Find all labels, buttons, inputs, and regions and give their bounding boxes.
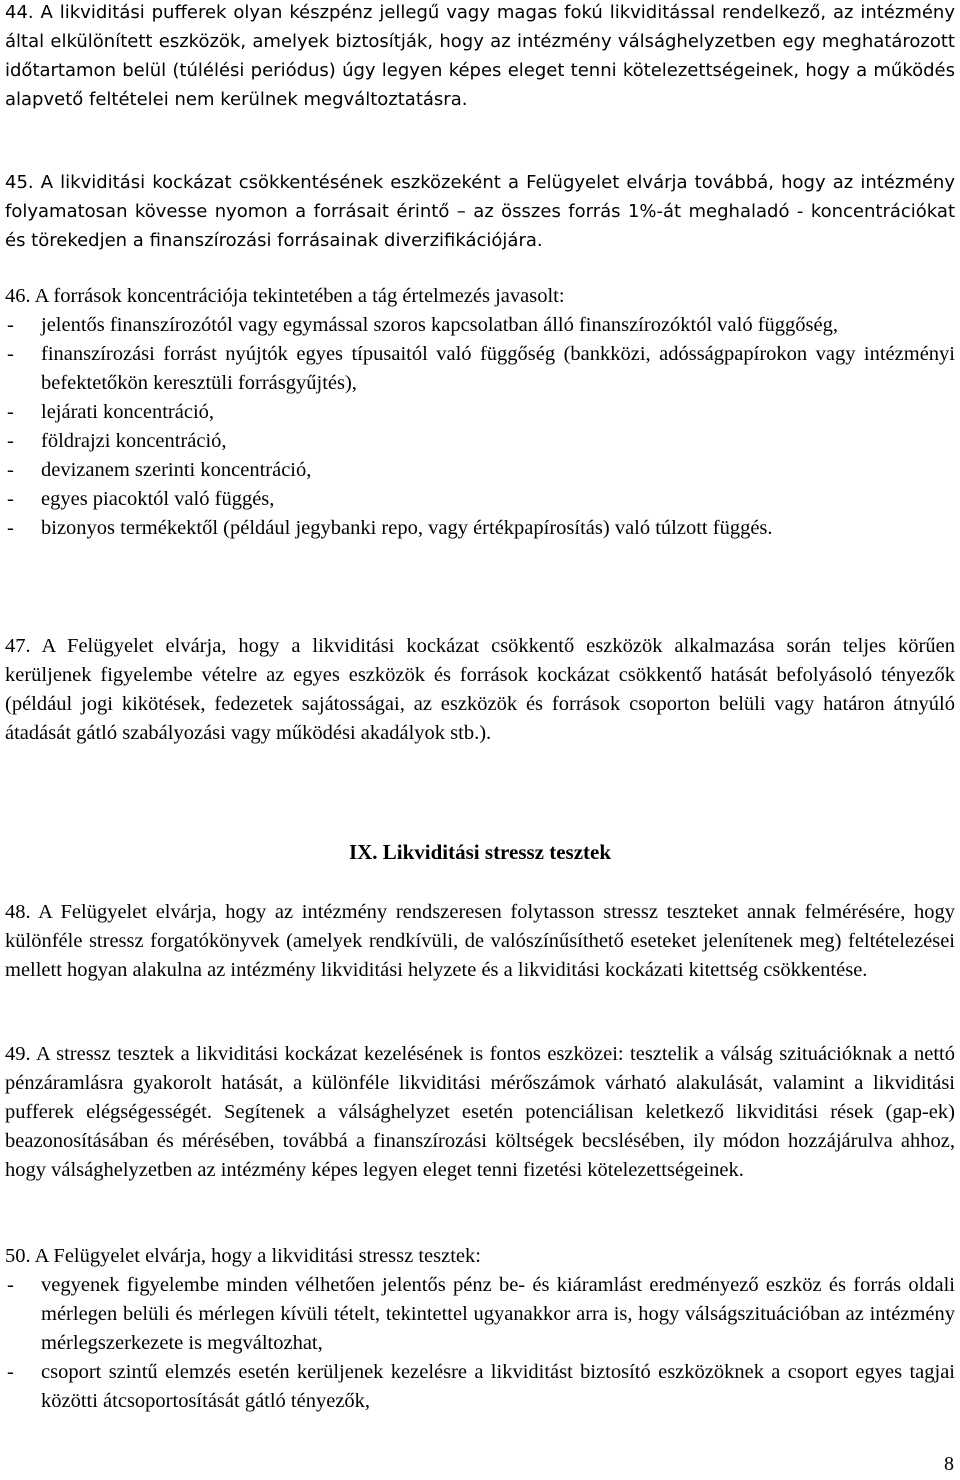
list-item-text: bizonyos termékektől (például jegybanki repo, vagy értékpapírosítás) való túlzott függés. bbox=[41, 517, 773, 539]
list-dash: - bbox=[7, 401, 14, 423]
paragraph-48: 48. A Felügyelet elvárja, hogy az intézmény rendszeresen folytasson stressz teszteket annak felmérésére, hogy különféle stressz forgatókönyvek (amelyek rendkívüli, de valószínűsíthető eseteket jelenítenek meg) feltételezései mellett hogyan alakulna az intézmény likviditási helyzete és a likviditási kockázati kitettség csökkentése. bbox=[5, 901, 955, 981]
paragraph-45: 45. A likviditási kockázat csökkentésének eszközeként a Felügyelet elvárja továbbá, hogy az intézmény folyamatosan kövesse nyomon a forrásait érintő – az összes forrás 1%-át meghaladó - koncentrációkat és törekedjen a finanszírozási forrásainak diverzifikációjára. bbox=[5, 172, 955, 251]
paragraph-50-intro: 50. A Felügyelet elvárja, hogy a likviditási stressz tesztek: bbox=[5, 1245, 481, 1267]
list-item-text: vegyenek figyelembe minden vélhetően jelentős pénz be- és kiáramlást eredményező eszköz és forrás oldali mérlegen belüli és mérlegen kívüli tételt, tekintettel ugyanakkor arra is, hogy válságszituációban az intézmény mérlegszerkezete is megváltozhat, bbox=[41, 1274, 955, 1354]
list-dash: - bbox=[7, 517, 14, 539]
list-item bbox=[5, 1358, 955, 1416]
list-item bbox=[5, 427, 955, 456]
paragraph-47: 47. A Felügyelet elvárja, hogy a likviditási kockázat csökkentő eszközök alkalmazása során teljes körűen kerüljenek figyelembe vételre az egyes eszközök és források kockázat csökkentő hatását befolyásoló tényezők (például jogi kikötések, fedezetek sajátosságai, az eszközök és források csoporton belüli vagy határon átnyúló átadását gátló szabályozási vagy működési akadályok stb.). bbox=[5, 635, 955, 744]
list-dash: - bbox=[7, 314, 14, 336]
list-dash: - bbox=[7, 1274, 14, 1296]
page-number: 8 bbox=[944, 1453, 954, 1475]
paragraph-46 bbox=[5, 282, 955, 543]
list-item bbox=[5, 311, 955, 340]
list-dash: - bbox=[7, 430, 14, 452]
list-item-text: devizanem szerinti koncentráció, bbox=[41, 459, 312, 481]
paragraph-50 bbox=[5, 1242, 955, 1416]
list-dash: - bbox=[7, 1361, 14, 1383]
paragraph-49: 49. A stressz tesztek a likviditási kockázat kezelésének is fontos eszközei: tesztelik a válság szituációknak a nettó pénzáramlásra gyakorolt hatását, a különféle likviditási mérőszámok várható alakulását, valamint a likviditási pufferek elégségességét. Segítenek a válsághelyzet esetén potenciálisan keletkező likviditási rések (gap-ek) beazonosításában és mérésében, továbbá a finanszírozási költségek becslésében, ily módon hozzájárulva ahhoz, hogy válsághelyzetben az intézmény képes legyen eleget tenni fizetési kötelezettségeinek. bbox=[5, 1043, 955, 1181]
list-dash: - bbox=[7, 488, 14, 510]
list-item-text: csoport szintű elemzés esetén kerüljenek kezelésre a likviditást biztosító eszközöknek a csoport egyes tagjai közötti átcsoportosítását gátló tényezők, bbox=[41, 1361, 955, 1412]
list-item-text: egyes piacoktól való függés, bbox=[41, 488, 275, 510]
list-item bbox=[5, 340, 955, 398]
paragraph-46-intro: 46. A források koncentrációja tekintetében a tág értelmezés javasolt: bbox=[5, 285, 565, 307]
section-heading: IX. Likviditási stressz tesztek bbox=[348, 840, 612, 864]
list-dash: - bbox=[7, 459, 14, 481]
list-item bbox=[5, 485, 955, 514]
list-item bbox=[5, 514, 955, 543]
paragraph-44: 44. A likviditási pufferek olyan készpénz jellegű vagy magas fokú likviditással rendelkező, az intézmény által elkülönített eszközök, amelyek biztosítják, hogy az intézmény válsághelyzetben egy meghatározott időtartamon belül (túlélési periódus) úgy legyen képes eleget tenni kötelezettségeinek, hogy a működés alapvető feltételei nem kerülnek megváltoztatásra. bbox=[5, 2, 955, 110]
list-item-text: földrajzi koncentráció, bbox=[41, 430, 227, 452]
list-item bbox=[5, 456, 955, 485]
list-item bbox=[5, 398, 955, 427]
list-item-text: jelentős finanszírozótól vagy egymással szoros kapcsolatban álló finanszírozóktól való függőség, bbox=[41, 314, 839, 336]
list-item-text: finanszírozási forrást nyújtók egyes típusaitól való függőség (bankközi, adósságpapírokon vagy intézményi befektetőkön keresztüli forrásgyűjtés), bbox=[41, 343, 955, 394]
list-item bbox=[5, 1271, 955, 1358]
list-item-text: lejárati koncentráció, bbox=[41, 401, 215, 423]
list-dash: - bbox=[7, 343, 14, 365]
